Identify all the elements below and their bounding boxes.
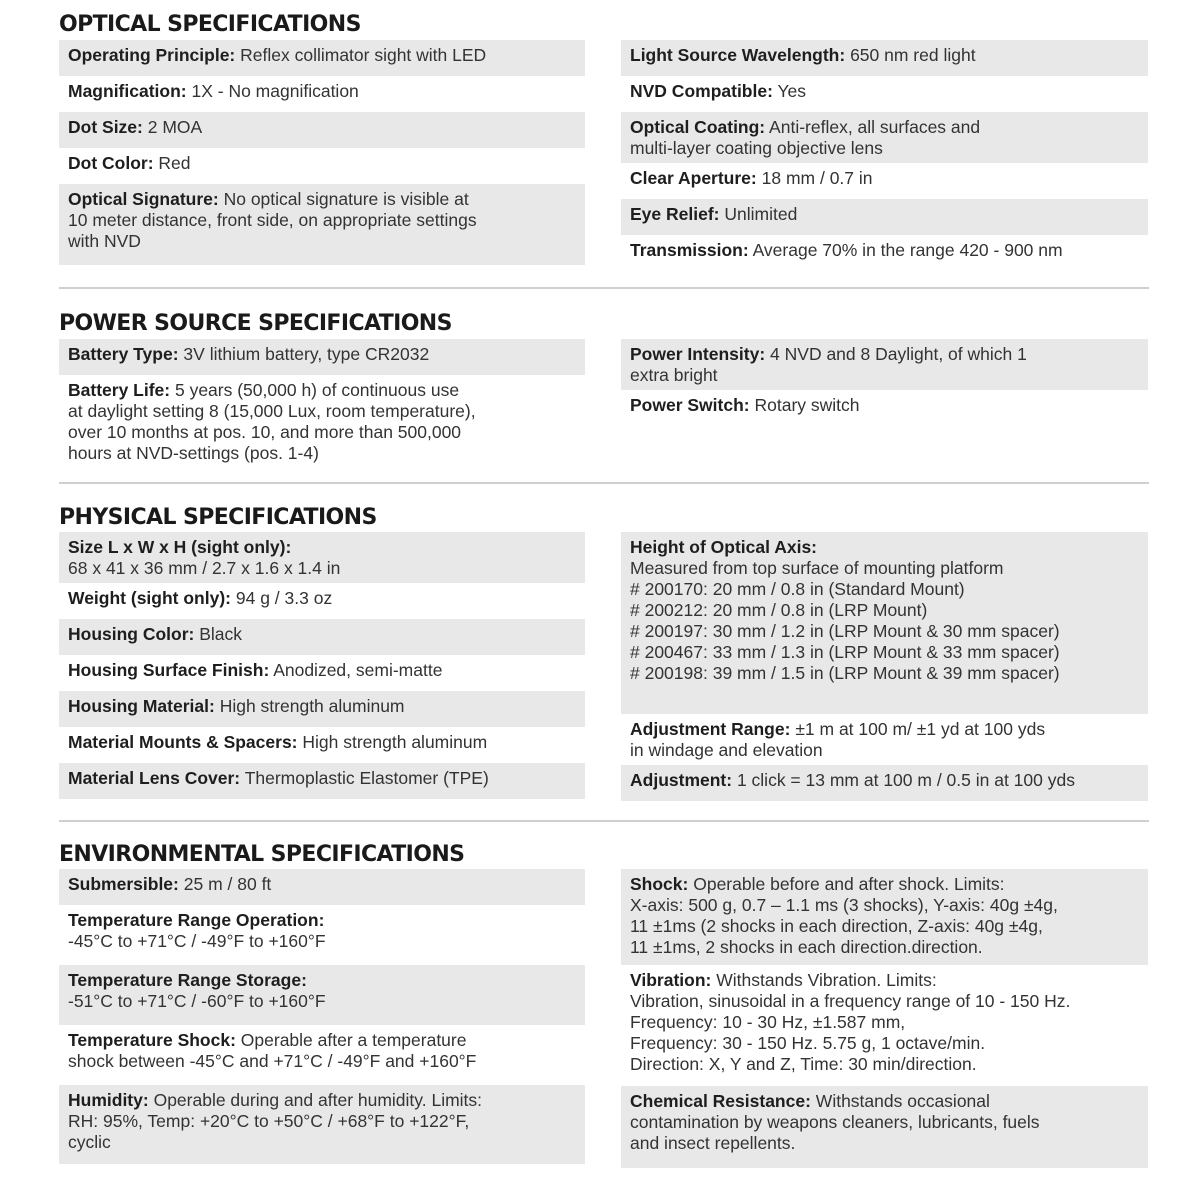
spec-value-line: contamination by weapons cleaners, lubricants, fuels xyxy=(630,1112,1040,1132)
spec-line xyxy=(68,1030,576,1051)
section-divider xyxy=(59,820,1149,822)
spec-label: Power Switch: xyxy=(630,395,750,415)
spec-value: Anti-reflex, all surfaces and xyxy=(769,117,981,137)
spec-line xyxy=(630,204,1139,225)
spec-value: 5 years (50,000 h) of continuous use xyxy=(174,380,460,400)
spec-row xyxy=(621,869,1148,965)
spec-row xyxy=(621,76,1148,112)
spec-row xyxy=(59,184,585,265)
spec-row xyxy=(59,869,585,905)
spec-value-line: 11 ±1ms, 2 shocks in each direction.direction. xyxy=(630,937,983,957)
spec-value-line: at daylight setting 8 (15,000 Lux, room temperature), xyxy=(68,401,476,421)
power-section-title: POWER SOURCE SPECIFICATIONS xyxy=(59,311,452,336)
spec-value-line: # 200197: 30 mm / 1.2 in (LRP Mount & 30 mm spacer) xyxy=(630,621,1060,641)
spec-row xyxy=(59,532,585,583)
spec-row xyxy=(59,1085,585,1164)
spec-line xyxy=(630,537,1139,558)
spec-value: High strength aluminum xyxy=(302,732,488,752)
spec-value: Black xyxy=(199,624,243,644)
spec-label: Height of Optical Axis: xyxy=(630,537,818,557)
spec-line xyxy=(68,45,576,66)
spec-label: Humidity: xyxy=(68,1090,149,1110)
spec-row xyxy=(621,199,1148,235)
spec-value-line: # 200212: 20 mm / 0.8 in (LRP Mount) xyxy=(630,600,928,620)
spec-value: No optical signature is visible at xyxy=(223,189,469,209)
spec-label: Temperature Range Operation: xyxy=(68,910,325,930)
spec-value-line: cyclic xyxy=(68,1132,111,1152)
spec-line xyxy=(68,970,576,991)
spec-label: Magnification: xyxy=(68,81,187,101)
spec-label: Battery Type: xyxy=(68,344,179,364)
spec-value: Withstands Vibration. Limits: xyxy=(716,970,937,990)
spec-value-line: in windage and elevation xyxy=(630,740,823,760)
spec-label: Light Source Wavelength: xyxy=(630,45,846,65)
spec-value-line: and insect repellents. xyxy=(630,1133,796,1153)
spec-value: Unlimited xyxy=(724,204,798,224)
spec-row xyxy=(59,112,585,148)
spec-line xyxy=(630,395,1139,416)
spec-line xyxy=(68,344,576,365)
spec-row xyxy=(621,965,1148,1086)
spec-value: 3V lithium battery, type CR2032 xyxy=(183,344,430,364)
spec-row xyxy=(59,148,585,184)
spec-line xyxy=(68,874,576,895)
spec-label: Power Intensity: xyxy=(630,344,766,364)
spec-label: Transmission: xyxy=(630,240,749,260)
spec-label: Chemical Resistance: xyxy=(630,1091,811,1111)
spec-value-line: -45°C to +71°C / -49°F to +160°F xyxy=(68,931,326,951)
spec-label: Optical Coating: xyxy=(630,117,766,137)
spec-line xyxy=(68,537,576,558)
spec-value: 1X - No magnification xyxy=(191,81,359,101)
spec-row xyxy=(621,163,1148,199)
spec-line xyxy=(68,732,576,753)
spec-row xyxy=(59,76,585,112)
spec-row xyxy=(59,1025,585,1085)
spec-label: Vibration: xyxy=(630,970,712,990)
spec-label: Operating Principle: xyxy=(68,45,236,65)
spec-label: Submersible: xyxy=(68,874,179,894)
spec-row xyxy=(59,339,585,375)
spec-value: 18 mm / 0.7 in xyxy=(761,168,873,188)
spec-label: Housing Material: xyxy=(68,696,215,716)
spec-label: Eye Relief: xyxy=(630,204,720,224)
spec-value-line: 68 x 41 x 36 mm / 2.7 x 1.6 x 1.4 in xyxy=(68,558,341,578)
spec-value: Thermoplastic Elastomer (TPE) xyxy=(244,768,489,788)
spec-line xyxy=(68,380,576,401)
spec-row xyxy=(59,905,585,965)
spec-row xyxy=(621,235,1148,271)
spec-value: Yes xyxy=(777,81,807,101)
spec-value: Operable after a temperature xyxy=(240,1030,467,1050)
spec-line xyxy=(630,81,1139,102)
spec-line xyxy=(630,970,1139,991)
spec-value-line: Vibration, sinusoidal in a frequency range of 10 - 150 Hz. xyxy=(630,991,1071,1011)
section-divider xyxy=(59,482,1149,484)
spec-label: Adjustment: xyxy=(630,770,733,790)
spec-label: Material Lens Cover: xyxy=(68,768,241,788)
spec-row xyxy=(59,40,585,76)
spec-label: Optical Signature: xyxy=(68,189,219,209)
spec-value: ±1 m at 100 m/ ±1 yd at 100 yds xyxy=(795,719,1046,739)
spec-row xyxy=(59,375,585,467)
spec-label: Shock: xyxy=(630,874,689,894)
spec-line xyxy=(68,696,576,717)
spec-line xyxy=(630,45,1139,66)
spec-line xyxy=(68,153,576,174)
spec-label: Adjustment Range: xyxy=(630,719,791,739)
spec-label: NVD Compatible: xyxy=(630,81,773,101)
spec-value: High strength aluminum xyxy=(219,696,405,716)
spec-value-line: RH: 95%, Temp: +20°C to +50°C / +68°F to +122°F, xyxy=(68,1111,470,1131)
spec-row xyxy=(59,655,585,691)
spec-label: Weight (sight only): xyxy=(68,588,231,608)
spec-value-line: X-axis: 500 g, 0.7 – 1.1 ms (3 shocks), Y-axis: 40g ±4g, xyxy=(630,895,1058,915)
spec-value-line: Direction: X, Y and Z, Time: 30 min/direction. xyxy=(630,1054,977,1074)
spec-row xyxy=(621,1086,1148,1168)
spec-row xyxy=(59,727,585,763)
spec-label: Battery Life: xyxy=(68,380,171,400)
spec-value: 650 nm red light xyxy=(850,45,976,65)
spec-row xyxy=(621,390,1148,426)
spec-line xyxy=(68,1090,576,1111)
physical-section-title: PHYSICAL SPECIFICATIONS xyxy=(59,505,377,530)
spec-value: Red xyxy=(158,153,191,173)
spec-line xyxy=(630,874,1139,895)
optical-section-title: OPTICAL SPECIFICATIONS xyxy=(59,12,361,37)
spec-value-line: # 200170: 20 mm / 0.8 in (Standard Mount) xyxy=(630,579,965,599)
spec-value: 2 MOA xyxy=(147,117,203,137)
spec-value: Operable during and after humidity. Limits: xyxy=(153,1090,483,1110)
spec-row xyxy=(621,714,1148,765)
spec-line xyxy=(68,660,576,681)
spec-label: Dot Color: xyxy=(68,153,154,173)
spec-value-line: with NVD xyxy=(68,231,141,251)
spec-label: Dot Size: xyxy=(68,117,143,137)
spec-label: Housing Surface Finish: xyxy=(68,660,270,680)
spec-label: Clear Aperture: xyxy=(630,168,757,188)
spec-row xyxy=(621,40,1148,76)
spec-line xyxy=(68,624,576,645)
spec-label: Size L x W x H (sight only): xyxy=(68,537,292,557)
spec-value: Operable before and after shock. Limits: xyxy=(693,874,1005,894)
spec-value: Anodized, semi-matte xyxy=(273,660,443,680)
environmental-section-title: ENVIRONMENTAL SPECIFICATIONS xyxy=(59,842,465,867)
spec-value-line: 10 meter distance, front side, on appropriate settings xyxy=(68,210,477,230)
spec-value: 1 click = 13 mm at 100 m / 0.5 in at 100 yds xyxy=(736,770,1075,790)
spec-value-line: Frequency: 30 - 150 Hz. 5.75 g, 1 octave/min. xyxy=(630,1033,986,1053)
spec-value: 4 NVD and 8 Daylight, of which 1 xyxy=(770,344,1027,364)
spec-line xyxy=(630,117,1139,138)
spec-line xyxy=(68,189,576,210)
spec-row xyxy=(59,619,585,655)
spec-value-line: # 200198: 39 mm / 1.5 in (LRP Mount & 39 mm spacer) xyxy=(630,663,1060,683)
spec-row xyxy=(59,691,585,727)
spec-value: 94 g / 3.3 oz xyxy=(235,588,333,608)
spec-value: Rotary switch xyxy=(754,395,860,415)
spec-value-line: shock between -45°C and +71°C / -49°F and +160°F xyxy=(68,1051,477,1071)
spec-row xyxy=(59,763,585,799)
spec-line xyxy=(68,768,576,789)
spec-line xyxy=(630,240,1139,261)
spec-line xyxy=(630,770,1139,791)
spec-line xyxy=(630,344,1139,365)
section-divider xyxy=(59,287,1149,289)
spec-value-line: -51°C to +71°C / -60°F to +160°F xyxy=(68,991,326,1011)
spec-value-line: over 10 months at pos. 10, and more than 500,000 xyxy=(68,422,462,442)
spec-label: Temperature Range Storage: xyxy=(68,970,307,990)
spec-value-line: multi-layer coating objective lens xyxy=(630,138,883,158)
spec-label: Temperature Shock: xyxy=(68,1030,236,1050)
spec-label: Material Mounts & Spacers: xyxy=(68,732,298,752)
spec-value-line: 11 ±1ms (2 shocks in each direction, Z-axis: 40g ±4g, xyxy=(630,916,1043,936)
spec-value-line: Measured from top surface of mounting platform xyxy=(630,558,1004,578)
spec-value: Average 70% in the range 420 - 900 nm xyxy=(752,240,1063,260)
spec-line xyxy=(68,910,576,931)
spec-value: 25 m / 80 ft xyxy=(183,874,272,894)
spec-row xyxy=(621,532,1148,714)
spec-row xyxy=(621,339,1148,390)
spec-row xyxy=(621,112,1148,163)
spec-row xyxy=(59,583,585,619)
spec-value-line: extra bright xyxy=(630,365,718,385)
spec-value: Withstands occasional xyxy=(815,1091,990,1111)
spec-line xyxy=(68,588,576,609)
spec-line xyxy=(630,168,1139,189)
spec-line xyxy=(630,719,1139,740)
spec-line xyxy=(68,117,576,138)
spec-row xyxy=(59,965,585,1025)
spec-label: Housing Color: xyxy=(68,624,195,644)
spec-line xyxy=(630,1091,1139,1112)
spec-value: Reflex collimator sight with LED xyxy=(240,45,487,65)
spec-line xyxy=(68,81,576,102)
spec-value-line: Frequency: 10 - 30 Hz, ±1.587 mm, xyxy=(630,1012,906,1032)
spec-value-line: hours at NVD-settings (pos. 1-4) xyxy=(68,443,319,463)
spec-value-line: # 200467: 33 mm / 1.3 in (LRP Mount & 33 mm spacer) xyxy=(630,642,1060,662)
spec-row xyxy=(621,765,1148,801)
